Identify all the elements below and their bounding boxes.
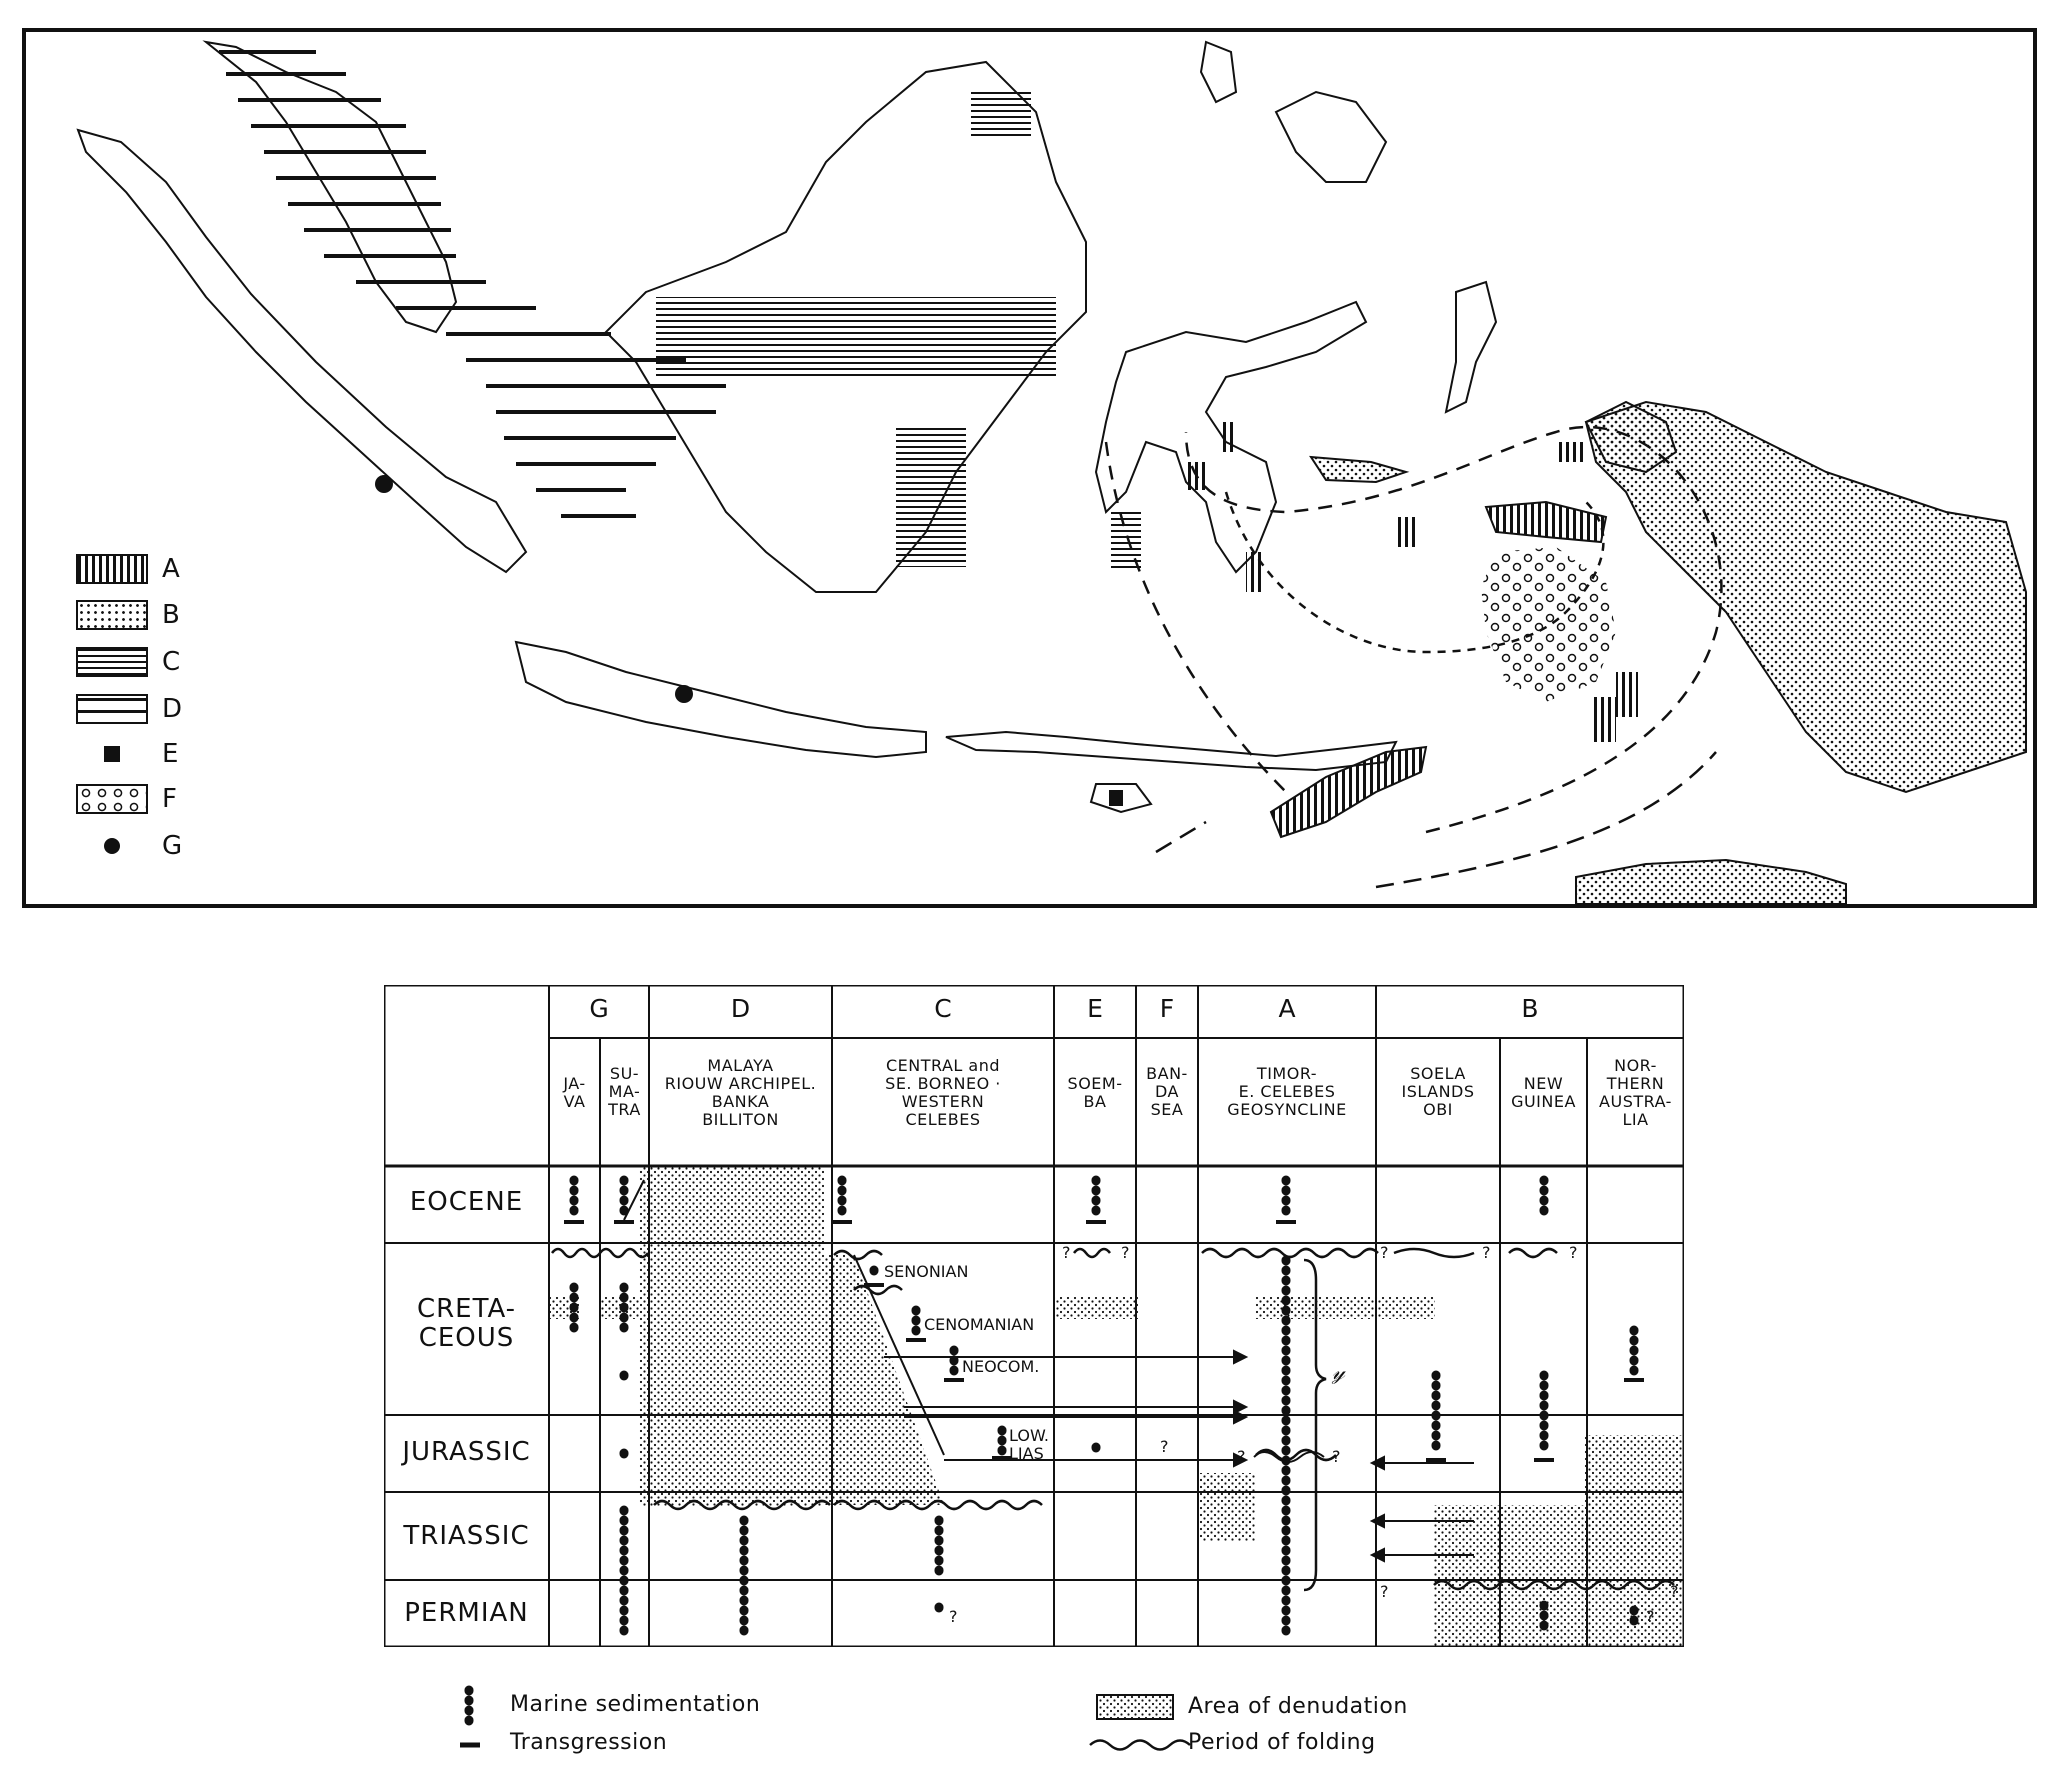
subcol-new-guinea: NEW GUINEA [1511, 1074, 1576, 1111]
pattern-a-ceram [1486, 502, 1606, 542]
marker-g-sumatra [375, 475, 393, 493]
legend-b-label: B [162, 600, 180, 630]
north-australia-region [1576, 860, 1846, 904]
q-borneo-permian: ? [949, 1607, 958, 1626]
era-jurassic: JURASSIC [402, 1437, 531, 1467]
subcol-north-australia: NOR- THERN AUSTRA- LIA [1599, 1056, 1672, 1129]
philippine-islands-outline [1201, 42, 1236, 102]
map-legend-d [76, 692, 182, 726]
q-new-guinea: ? [1569, 1243, 1578, 1262]
subcol-sumatra: SU- MA- TRA [608, 1064, 641, 1119]
label-cenomanian: CENOMANIAN [924, 1315, 1035, 1334]
pattern-a-celebes-3 [1246, 552, 1264, 592]
label-neocom: NEOCOM. [962, 1357, 1040, 1376]
group-c-header: C [934, 994, 952, 1023]
q-soela-permian: ? [1380, 1582, 1389, 1601]
group-d-header: D [730, 994, 751, 1023]
q-australia-permian-1: ? [1670, 1582, 1679, 1601]
legend-a-swatch [76, 554, 148, 584]
q-timor-jurassic-2: ? [1332, 1447, 1341, 1466]
label-low-lias: LOW. LIAS [1009, 1426, 1050, 1463]
legend-g-dot-icon [104, 838, 120, 854]
malaya-outline [206, 42, 456, 332]
q-soemba-2: ? [1121, 1243, 1130, 1262]
legend-f-label: F [162, 784, 177, 814]
pattern-a-celebes-2 [1221, 422, 1236, 452]
era-permian: PERMIAN [404, 1598, 529, 1628]
marker-g-java [675, 685, 693, 703]
correlation-arrows [884, 1351, 1474, 1561]
legend-f-swatch [76, 784, 148, 814]
sunda-islands-outline [946, 732, 1396, 770]
pattern-a-obi [1556, 442, 1586, 462]
subcol-malaya: MALAYA RIOUW ARCHIPEL. BANKA BILLITON [664, 1056, 817, 1129]
subcol-java: JA- VA [563, 1074, 586, 1111]
q-banda: ? [1160, 1437, 1169, 1456]
era-triassic: TRIASSIC [403, 1521, 530, 1551]
sumatra-outline [78, 130, 526, 572]
pattern-f-banda-sea [1481, 547, 1616, 702]
pattern-c-borneo-west [656, 297, 1056, 377]
denudation-symbol [1097, 1695, 1173, 1719]
bottom-legend [0, 1685, 2053, 1775]
map-panel [22, 28, 2037, 908]
legend-transgression-label: Transgression [510, 1730, 668, 1755]
label-senonian: SENONIAN [884, 1262, 969, 1281]
legend-marine-label: Marine sedimentation [510, 1692, 761, 1717]
group-g-header: G [589, 994, 609, 1023]
mindanao-outline [1276, 92, 1386, 182]
legend-c-label: C [162, 647, 181, 677]
java-outline [516, 642, 926, 757]
legend-e-square-icon [104, 746, 120, 762]
label-brace-mark: 𝓎 [1332, 1360, 1345, 1385]
pattern-a-buru [1396, 517, 1418, 547]
legend-b-swatch [76, 600, 148, 630]
pattern-a-tanimbar [1591, 697, 1616, 742]
halmahera-outline [1446, 282, 1496, 412]
group-a-header: A [1278, 994, 1296, 1023]
stratigraphy-table [384, 985, 1684, 1647]
legend-folding-label: Period of folding [1188, 1730, 1376, 1755]
pattern-c-sabah [971, 92, 1031, 137]
group-f-header: F [1159, 994, 1175, 1023]
map-legend-e [76, 737, 178, 771]
indonesia-map [26, 32, 2033, 904]
bottom-legend-symbols [0, 1685, 2053, 1775]
folding-symbol [1090, 1741, 1190, 1750]
q-soela-2: ? [1482, 1243, 1491, 1262]
group-b-header: B [1521, 994, 1539, 1023]
pattern-a-kai [1616, 672, 1638, 717]
subcol-borneo: CENTRAL and SE. BORNEO · WESTERN CELEBES [885, 1056, 1001, 1129]
subcol-timor: TIMOR- E. CELEBES GEOSYNCLINE [1227, 1064, 1347, 1119]
map-legend-g [76, 829, 182, 863]
legend-d-label: D [162, 694, 183, 724]
legend-a-label: A [162, 554, 180, 584]
era-cretaceous: CRETA- CEOUS [416, 1294, 517, 1354]
subcol-soela: SOELA ISLANDS OBI [1401, 1064, 1475, 1119]
subcol-soemba: SOEM- BA [1067, 1074, 1123, 1111]
legend-g-label: G [162, 831, 183, 861]
era-eocene: EOCENE [409, 1187, 524, 1217]
group-e-header: E [1087, 994, 1103, 1023]
marker-e-soemba [1109, 790, 1123, 806]
pattern-d-lines [219, 52, 726, 516]
legend-denudation-label: Area of denudation [1188, 1694, 1408, 1719]
pattern-c-borneo-south [896, 427, 966, 567]
map-legend-f [76, 782, 177, 816]
q-australia-permian-2: ? [1646, 1607, 1655, 1626]
q-soemba-1: ? [1062, 1243, 1071, 1262]
legend-d-swatch [76, 694, 148, 724]
pattern-a-timor [1271, 747, 1426, 837]
q-soela-1: ? [1380, 1243, 1389, 1262]
pattern-b-soela [1311, 457, 1406, 482]
map-legend-a [76, 552, 180, 586]
subcol-banda-sea: BAN- DA SEA [1146, 1064, 1188, 1119]
map-legend-c [76, 645, 180, 679]
q-timor-jurassic-1: ? [1237, 1447, 1246, 1466]
legend-c-swatch [76, 647, 148, 677]
legend-e-label: E [162, 739, 179, 769]
map-legend-b [76, 598, 180, 632]
